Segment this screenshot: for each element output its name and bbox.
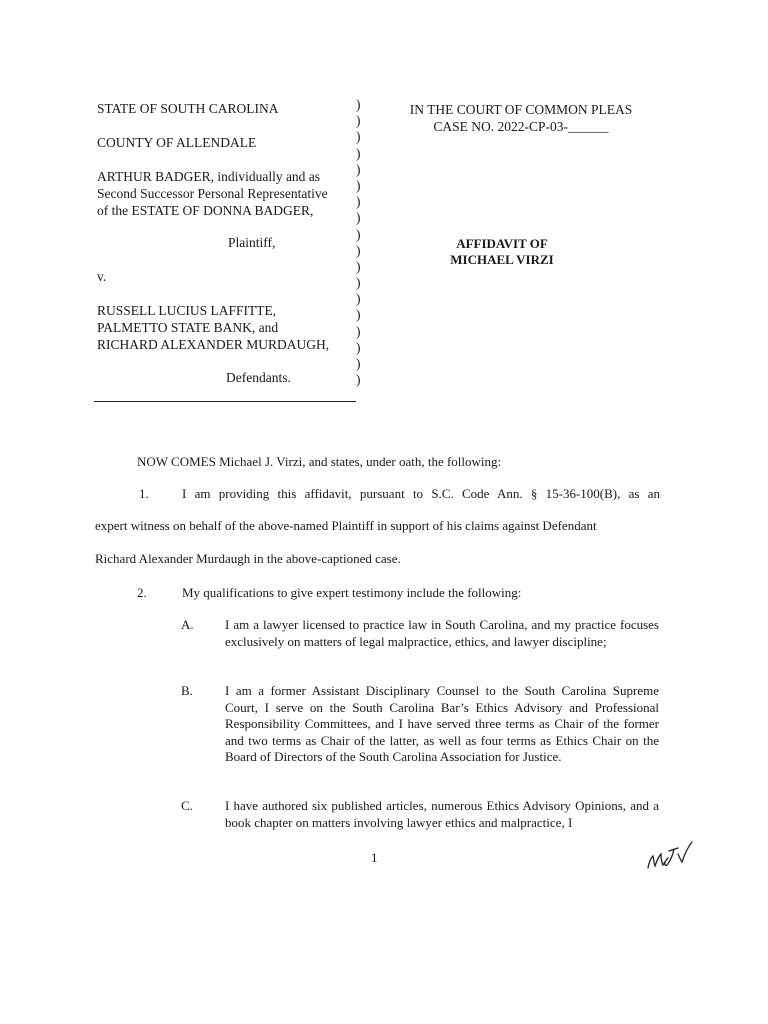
case-number: CASE NO. 2022-CP-03-______ <box>433 119 609 134</box>
document-title <box>440 236 564 268</box>
caption-paren: ) <box>356 307 361 323</box>
caption-paren: ) <box>356 113 361 129</box>
paragraph-1-line: expert witness on behalf of the above-named Plaintiff in support of his claims against Defendant <box>95 518 597 533</box>
caption-paren: ) <box>356 356 361 371</box>
sub-item-letter: C. <box>181 798 193 813</box>
caption-paren: ) <box>356 177 361 193</box>
state-name: STATE OF SOUTH CAROLINA <box>97 101 279 116</box>
defendant-name-line: RUSSELL LUCIUS LAFFITTE, <box>97 303 277 318</box>
document-title-line: AFFIDAVIT OF <box>456 236 548 251</box>
caption-paren: ) <box>356 194 361 210</box>
plaintiff-name-line: ARTHUR BADGER, individually and as <box>97 169 321 184</box>
defendant-name-line: PALMETTO STATE BANK, and <box>97 320 279 335</box>
caption-paren: ) <box>356 210 361 226</box>
caption-paren: ) <box>356 129 361 145</box>
defendant-name-line: RICHARD ALEXANDER MURDAUGH, <box>97 337 330 352</box>
paragraph-1-line: Richard Alexander Murdaugh in the above-captioned case. <box>95 551 401 566</box>
caption-paren-column <box>356 97 361 388</box>
caption-paren: ) <box>356 97 361 112</box>
sub-item-text: I have authored six published articles, numerous Ethics Advisory Opinions, and a book chapter on matters involving lawyer ethics and malpractice, I <box>225 798 659 830</box>
versus-label: v. <box>97 269 107 284</box>
plaintiff-name-line: of the ESTATE OF DONNA BADGER, <box>97 203 314 218</box>
defendants-label: Defendants. <box>226 370 291 385</box>
caption-paren: ) <box>356 258 361 274</box>
caption-paren: ) <box>356 242 361 258</box>
paragraph-1-line: I am providing this affidavit, pursuant to S.C. Code Ann. § 15-36-100(B), as an <box>182 486 660 501</box>
caption-paren: ) <box>356 291 361 307</box>
handwritten-initials <box>645 838 695 877</box>
caption-paren: ) <box>356 226 361 242</box>
caption-paren: ) <box>356 145 361 161</box>
court-name: IN THE COURT OF COMMON PLEAS <box>409 102 633 117</box>
caption-paren: ) <box>356 275 361 291</box>
paragraph-2-text: My qualifications to give expert testimony include the following: <box>182 585 522 600</box>
paragraph-number: 2. <box>137 585 147 600</box>
sub-item-text: I am a lawyer licensed to practice law in South Carolina, and my practice focuses exclusively on matters of legal malpractice, ethics, and lawyer discipline; <box>225 617 659 649</box>
caption-paren: ) <box>356 161 361 177</box>
caption-paren: ) <box>356 339 361 355</box>
sub-item-letter: A. <box>181 617 194 632</box>
court-header <box>402 101 640 135</box>
page-number: 1 <box>371 850 378 865</box>
plaintiff-name-line: Second Successor Personal Representative <box>97 186 328 201</box>
paragraph-number: 1. <box>139 486 149 501</box>
caption-paren: ) <box>356 323 361 339</box>
caption-underline <box>94 401 356 402</box>
document-title-line: MICHAEL VIRZI <box>450 252 554 267</box>
plaintiff-label: Plaintiff, <box>228 235 276 250</box>
sub-item-letter: B. <box>181 683 193 698</box>
intro-paragraph: NOW COMES Michael J. Virzi, and states, under oath, the following: <box>137 454 502 469</box>
sub-item-text: I am a former Assistant Disciplinary Counsel to the South Carolina Supreme Court, I serve on the South Carolina Bar’s Ethics Advisory and Professional Responsibility Committees, and I have served three terms as Chair of the former and two terms as Chair of the latter, as well as four terms as Ethics Chair on the Board of Directors of the South Carolina Association for Justice. <box>225 683 659 764</box>
caption-paren: ) <box>356 372 361 388</box>
county-name: COUNTY OF ALLENDALE <box>97 135 257 150</box>
